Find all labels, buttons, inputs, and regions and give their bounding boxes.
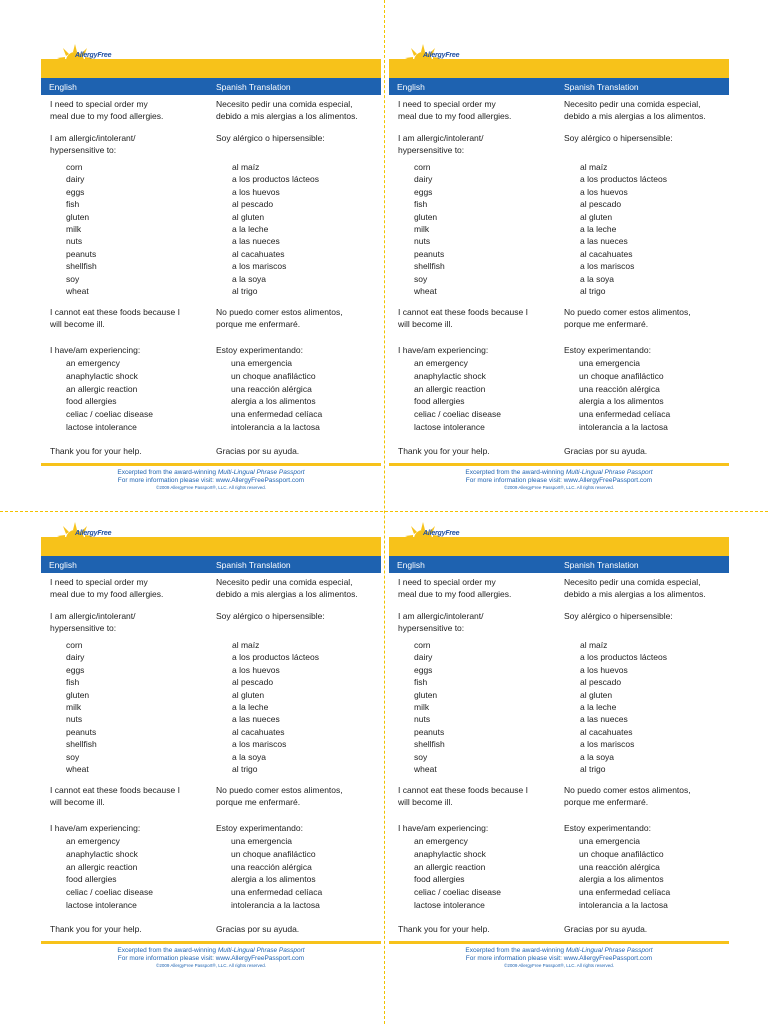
column-header-band [41, 556, 381, 573]
food-item-en: corn [414, 640, 431, 650]
phrase-card-3 [41, 520, 381, 968]
column-header-band [41, 78, 381, 95]
food-item-en: wheat [66, 286, 89, 296]
food-item-en: soy [66, 751, 80, 762]
info-line: For more information please visit: www.AllergyFreePassport.com [117, 477, 305, 484]
cannot-line-1-es: No puedo comer estos alimentos, [216, 307, 343, 317]
food-item-en: dairy [414, 174, 433, 185]
condition-item-es: alergia a los alimentos [231, 396, 316, 407]
condition-item-en: food allergies [66, 396, 117, 407]
food-item-es: a los productos lácteos [232, 652, 319, 663]
food-item-es: a la soya [580, 273, 615, 284]
food-item-es: al trigo [580, 764, 606, 774]
yellow-band [389, 537, 729, 556]
food-item-es: a los productos lácteos [580, 174, 667, 185]
copyright-line: ©2009 AllergyFree Passport®, LLC. All rights reserved. [156, 485, 266, 490]
food-item-es: a las nueces [232, 714, 280, 725]
cannot-line-2-en: will become ill. [398, 319, 453, 329]
allergic-line-2-en: hypersensitive to: [398, 623, 465, 633]
food-item-en: wheat [414, 764, 437, 774]
condition-item-es: una emergencia [579, 836, 640, 846]
condition-item-en: anaphylactic shock [414, 370, 486, 381]
food-item-en: shellfish [66, 261, 97, 272]
food-item-en: nuts [414, 714, 431, 725]
food-item-es: a las nueces [580, 236, 628, 247]
info-line: For more information please visit: www.AllergyFreePassport.com [117, 955, 305, 962]
condition-item-en: celiac / coeliac disease [66, 409, 153, 420]
food-item-es: al maíz [580, 640, 608, 650]
excerpt-prefix: Excerpted from the award-winning [465, 469, 566, 476]
food-item-en: milk [414, 702, 430, 712]
food-item-en: gluten [66, 211, 90, 222]
allergic-line-2-en: hypersensitive to: [398, 145, 465, 155]
cannot-line-2-es: porque me enfermaré. [216, 319, 301, 329]
intro-line-2-es: debido a mis alergias a los alimentos. [564, 589, 706, 599]
english-header: English [49, 82, 77, 92]
food-item-es: a los mariscos [580, 739, 635, 750]
food-item-en: nuts [414, 236, 431, 247]
column-header-band [389, 556, 729, 573]
food-item-en: gluten [414, 211, 438, 222]
food-item-es: al cacahuates [580, 726, 633, 737]
food-item-es: al cacahuates [232, 248, 285, 259]
condition-item-es: una reacción alérgica [579, 383, 660, 394]
cannot-line-1-en: I cannot eat these foods because I [398, 785, 528, 795]
condition-item-es: alergia a los alimentos [231, 874, 316, 885]
food-item-en: dairy [66, 652, 85, 663]
excerpt-prefix: Excerpted from the award-winning [117, 469, 218, 476]
food-item-es: al pescado [580, 199, 622, 210]
food-item-es: a los huevos [580, 186, 628, 197]
spanish-header: Spanish Translation [216, 82, 291, 92]
food-item-en: nuts [66, 236, 83, 247]
condition-item-en: lactose intolerance [66, 422, 137, 432]
food-item-es: a las nueces [580, 714, 628, 725]
cannot-line-2-en: will become ill. [50, 319, 105, 329]
horizontal-cut-line [0, 511, 768, 512]
experiencing-line-en: I have/am experiencing: [50, 823, 141, 833]
food-item-es: a las nueces [232, 236, 280, 247]
vertical-cut-line [384, 0, 385, 1024]
food-item-es: a la leche [580, 224, 617, 234]
condition-item-es: una enfermedad celíaca [231, 887, 323, 898]
card-footer [389, 947, 729, 969]
food-item-en: peanuts [66, 726, 97, 737]
food-item-es: al cacahuates [232, 726, 285, 737]
food-item-es: al gluten [232, 211, 265, 222]
condition-item-en: celiac / coeliac disease [414, 887, 501, 898]
food-item-es: al cacahuates [580, 248, 633, 259]
info-line: For more information please visit: www.AllergyFreePassport.com [465, 477, 653, 484]
condition-item-es: intolerancia a la lactosa [231, 422, 320, 432]
condition-item-es: un choque anafiláctico [579, 370, 664, 381]
condition-item-es: un choque anafiláctico [231, 848, 316, 859]
condition-item-en: food allergies [414, 874, 465, 885]
experiencing-line-es: Estoy experimentando: [216, 345, 303, 355]
allergic-line-1-en: I am allergic/intolerant/ [50, 611, 136, 621]
food-item-en: eggs [414, 186, 433, 197]
cannot-line-1-en: I cannot eat these foods because I [398, 307, 528, 317]
excerpt-prefix: Excerpted from the award-winning [117, 947, 218, 954]
food-item-en: eggs [414, 664, 433, 675]
allergic-line-1-es: Soy alérgico o hipersensible: [564, 611, 673, 621]
condition-item-en: an emergency [66, 836, 120, 846]
condition-item-en: anaphylactic shock [414, 848, 486, 859]
food-item-es: al pescado [232, 199, 274, 210]
condition-item-en: lactose intolerance [414, 422, 485, 432]
english-header: English [397, 82, 425, 92]
condition-item-es: una enfermedad celíaca [231, 409, 323, 420]
condition-item-en: anaphylactic shock [66, 848, 138, 859]
intro-line-2-en: meal due to my food allergies. [398, 111, 512, 121]
food-item-es: a los huevos [232, 186, 280, 197]
cannot-line-2-es: porque me enfermaré. [216, 797, 301, 807]
intro-line-1-es: Necesito pedir una comida especial, [564, 577, 701, 587]
thanks-line-es: Gracias por su ayuda. [564, 446, 648, 456]
food-item-en: fish [414, 199, 428, 210]
intro-line-1-en: I need to special order my [398, 99, 496, 109]
food-item-es: a los productos lácteos [232, 174, 319, 185]
food-item-en: milk [66, 702, 82, 712]
condition-item-es: una enfermedad celíaca [579, 409, 671, 420]
footer-divider [389, 941, 729, 944]
thanks-line-en: Thank you for your help. [50, 446, 142, 456]
intro-line-2-es: debido a mis alergias a los alimentos. [216, 111, 358, 121]
food-item-es: a la leche [232, 224, 269, 234]
food-item-es: a los mariscos [232, 261, 287, 272]
food-item-en: peanuts [414, 726, 445, 737]
allergic-line-1-en: I am allergic/intolerant/ [398, 611, 484, 621]
food-item-en: shellfish [414, 261, 445, 272]
footer-divider [41, 941, 381, 944]
excerpt-title: Multi-Lingual Phrase Passport [217, 469, 305, 476]
logo-line1: AllergyFree [75, 530, 112, 537]
allergic-line-1-en: I am allergic/intolerant/ [50, 133, 136, 143]
card-footer [41, 469, 381, 491]
column-header-band [389, 78, 729, 95]
food-item-es: al maíz [232, 162, 260, 172]
copyright-line: ©2009 AllergyFree Passport®, LLC. All rights reserved. [156, 963, 266, 968]
info-line: For more information please visit: www.AllergyFreePassport.com [465, 955, 653, 962]
intro-line-1-en: I need to special order my [398, 577, 496, 587]
cannot-line-1-en: I cannot eat these foods because I [50, 785, 180, 795]
food-item-es: al gluten [232, 689, 265, 700]
food-item-es: a la leche [232, 702, 269, 712]
cannot-line-2-es: porque me enfermaré. [564, 319, 649, 329]
food-item-es: a los huevos [232, 664, 280, 675]
intro-line-2-en: meal due to my food allergies. [398, 589, 512, 599]
excerpt-title: Multi-Lingual Phrase Passport [565, 469, 653, 476]
food-item-en: shellfish [414, 739, 445, 750]
food-item-es: al maíz [580, 162, 608, 172]
food-item-en: milk [66, 224, 82, 234]
food-item-es: a la soya [232, 751, 267, 762]
food-item-en: soy [414, 273, 428, 284]
condition-item-es: una emergencia [231, 836, 292, 846]
food-item-es: al trigo [580, 286, 606, 296]
allergic-line-1-es: Soy alérgico o hipersensible: [216, 133, 325, 143]
condition-item-es: una emergencia [231, 358, 292, 368]
allergic-line-1-en: I am allergic/intolerant/ [398, 133, 484, 143]
condition-item-es: alergia a los alimentos [579, 396, 664, 407]
food-item-en: gluten [66, 689, 90, 700]
allergic-line-2-en: hypersensitive to: [50, 145, 117, 155]
food-item-en: peanuts [66, 248, 97, 259]
copyright-line: ©2009 AllergyFree Passport®, LLC. All rights reserved. [504, 963, 614, 968]
cannot-line-1-es: No puedo comer estos alimentos, [564, 307, 691, 317]
allergic-line-1-es: Soy alérgico o hipersensible: [216, 611, 325, 621]
logo-line1: AllergyFree [423, 530, 460, 537]
food-item-en: peanuts [414, 248, 445, 259]
food-item-en: shellfish [66, 739, 97, 750]
food-item-en: fish [66, 677, 80, 688]
cannot-line-2-en: will become ill. [50, 797, 105, 807]
food-item-en: wheat [414, 286, 437, 296]
condition-item-en: an emergency [414, 836, 468, 846]
food-item-en: eggs [66, 186, 85, 197]
food-item-en: dairy [66, 174, 85, 185]
food-item-en: wheat [66, 764, 89, 774]
food-item-en: soy [414, 751, 428, 762]
condition-item-es: un choque anafiláctico [231, 370, 316, 381]
thanks-line-es: Gracias por su ayuda. [564, 924, 648, 934]
condition-item-es: intolerancia a la lactosa [579, 422, 668, 432]
condition-item-es: una reacción alérgica [231, 383, 312, 394]
food-item-en: corn [66, 162, 83, 172]
card-footer [41, 947, 381, 969]
food-item-es: al trigo [232, 764, 258, 774]
condition-item-en: an allergic reaction [414, 383, 486, 394]
intro-line-1-en: I need to special order my [50, 99, 148, 109]
cannot-line-1-es: No puedo comer estos alimentos, [564, 785, 691, 795]
condition-item-en: celiac / coeliac disease [66, 887, 153, 898]
excerpt-title: Multi-Lingual Phrase Passport [217, 947, 305, 954]
food-item-es: al pescado [232, 677, 274, 688]
phrase-card-1 [41, 42, 381, 490]
condition-item-en: celiac / coeliac disease [414, 409, 501, 420]
condition-item-es: una reacción alérgica [579, 861, 660, 872]
condition-item-en: an allergic reaction [66, 861, 138, 872]
condition-item-es: intolerancia a la lactosa [579, 900, 668, 910]
excerpt-title: Multi-Lingual Phrase Passport [565, 947, 653, 954]
copyright-line: ©2009 AllergyFree Passport®, LLC. All rights reserved. [504, 485, 614, 490]
food-item-es: a la leche [580, 702, 617, 712]
card-footer [389, 469, 729, 491]
condition-item-es: intolerancia a la lactosa [231, 900, 320, 910]
phrase-card-2 [389, 42, 729, 490]
condition-item-es: un choque anafiláctico [579, 848, 664, 859]
food-item-en: dairy [414, 652, 433, 663]
food-item-es: a la soya [232, 273, 267, 284]
condition-item-en: an allergic reaction [66, 383, 138, 394]
food-item-en: fish [66, 199, 80, 210]
condition-item-es: alergia a los alimentos [579, 874, 664, 885]
food-item-es: a los huevos [580, 664, 628, 675]
phrase-card-4 [389, 520, 729, 968]
food-item-es: al trigo [232, 286, 258, 296]
spanish-header: Spanish Translation [216, 560, 291, 570]
excerpt-line [41, 469, 381, 477]
condition-item-en: food allergies [66, 874, 117, 885]
intro-line-1-es: Necesito pedir una comida especial, [216, 577, 353, 587]
intro-line-2-es: debido a mis alergias a los alimentos. [564, 111, 706, 121]
thanks-line-en: Thank you for your help. [50, 924, 142, 934]
allergic-line-1-es: Soy alérgico o hipersensible: [564, 133, 673, 143]
food-item-en: corn [414, 162, 431, 172]
thanks-line-es: Gracias por su ayuda. [216, 924, 300, 934]
condition-item-es: una reacción alérgica [231, 861, 312, 872]
spanish-header: Spanish Translation [564, 560, 639, 570]
footer-divider [389, 463, 729, 466]
food-item-es: al gluten [580, 689, 613, 700]
condition-item-es: una emergencia [579, 358, 640, 368]
experiencing-line-es: Estoy experimentando: [564, 823, 651, 833]
intro-line-2-en: meal due to my food allergies. [50, 111, 164, 121]
experiencing-line-en: I have/am experiencing: [398, 823, 489, 833]
condition-item-en: anaphylactic shock [66, 370, 138, 381]
logo-line1: AllergyFree [75, 52, 112, 59]
intro-line-1-es: Necesito pedir una comida especial, [564, 99, 701, 109]
condition-item-en: lactose intolerance [414, 900, 485, 910]
food-item-es: a los mariscos [232, 739, 287, 750]
english-header: English [397, 560, 425, 570]
thanks-line-en: Thank you for your help. [398, 924, 490, 934]
cannot-line-2-en: will become ill. [398, 797, 453, 807]
excerpt-line [389, 947, 729, 955]
experiencing-line-es: Estoy experimentando: [216, 823, 303, 833]
condition-item-en: lactose intolerance [66, 900, 137, 910]
condition-item-es: una enfermedad celíaca [579, 887, 671, 898]
yellow-band [41, 537, 381, 556]
food-item-en: gluten [414, 689, 438, 700]
food-item-en: eggs [66, 664, 85, 675]
food-item-en: corn [66, 640, 83, 650]
cannot-line-1-es: No puedo comer estos alimentos, [216, 785, 343, 795]
condition-item-en: an emergency [414, 358, 468, 368]
intro-line-1-es: Necesito pedir una comida especial, [216, 99, 353, 109]
condition-item-en: an allergic reaction [414, 861, 486, 872]
footer-divider [41, 463, 381, 466]
food-item-en: fish [414, 677, 428, 688]
food-item-es: a la soya [580, 751, 615, 762]
excerpt-prefix: Excerpted from the award-winning [465, 947, 566, 954]
experiencing-line-en: I have/am experiencing: [398, 345, 489, 355]
allergic-line-2-en: hypersensitive to: [50, 623, 117, 633]
excerpt-line [41, 947, 381, 955]
experiencing-line-es: Estoy experimentando: [564, 345, 651, 355]
thanks-line-en: Thank you for your help. [398, 446, 490, 456]
food-item-es: al gluten [580, 211, 613, 222]
food-item-en: nuts [66, 714, 83, 725]
yellow-band [41, 59, 381, 78]
food-item-en: soy [66, 273, 80, 284]
thanks-line-es: Gracias por su ayuda. [216, 446, 300, 456]
spanish-header: Spanish Translation [564, 82, 639, 92]
english-header: English [49, 560, 77, 570]
food-item-es: al pescado [580, 677, 622, 688]
condition-item-en: an emergency [66, 358, 120, 368]
logo-line1: AllergyFree [423, 52, 460, 59]
food-item-es: a los mariscos [580, 261, 635, 272]
food-item-es: a los productos lácteos [580, 652, 667, 663]
intro-line-2-en: meal due to my food allergies. [50, 589, 164, 599]
cannot-line-2-es: porque me enfermaré. [564, 797, 649, 807]
food-item-es: al maíz [232, 640, 260, 650]
cannot-line-1-en: I cannot eat these foods because I [50, 307, 180, 317]
experiencing-line-en: I have/am experiencing: [50, 345, 141, 355]
food-item-en: milk [414, 224, 430, 234]
intro-line-1-en: I need to special order my [50, 577, 148, 587]
yellow-band [389, 59, 729, 78]
intro-line-2-es: debido a mis alergias a los alimentos. [216, 589, 358, 599]
excerpt-line [389, 469, 729, 477]
condition-item-en: food allergies [414, 396, 465, 407]
